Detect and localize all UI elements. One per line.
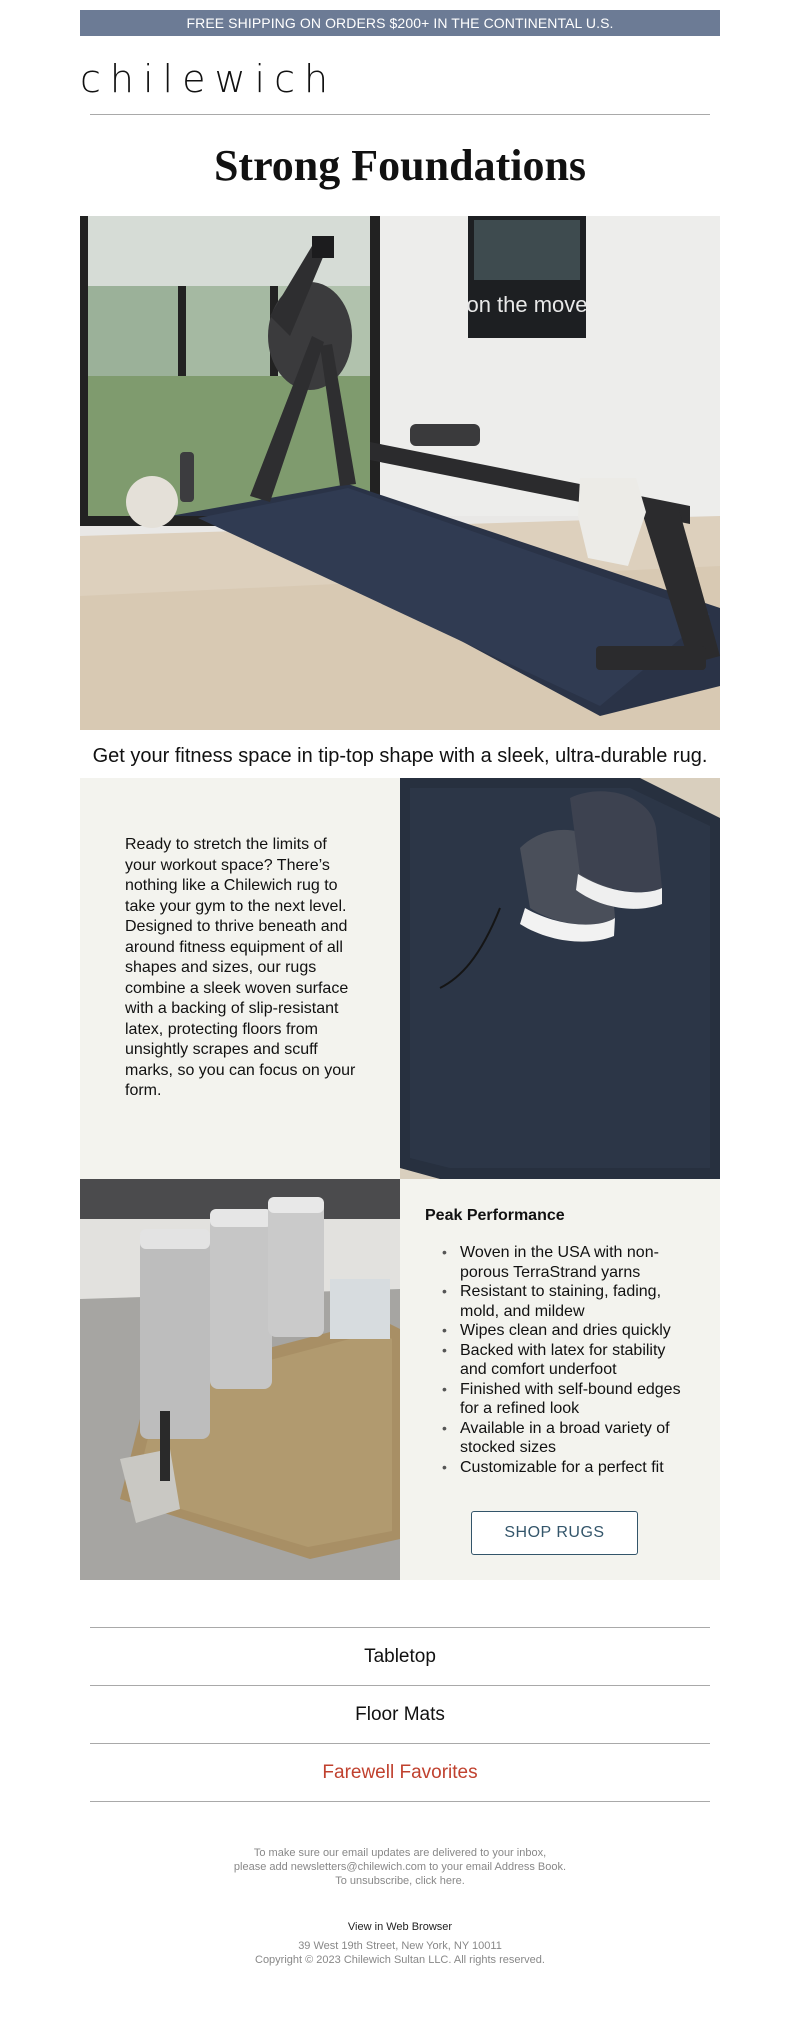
view-in-web-browser-link[interactable]: View in Web Browser bbox=[347, 1921, 453, 1933]
trash-cans-image-svg bbox=[80, 1179, 400, 1580]
sneakers-image-svg bbox=[400, 778, 720, 1179]
free-shipping-banner[interactable]: FREE SHIPPING ON ORDERS $200+ IN THE CONTINENTAL U.S. bbox=[80, 10, 720, 36]
tagline: Get your fitness space in tip-top shape with a sleek, ultra-durable rug. bbox=[92, 745, 708, 767]
hero-image-rowing-machine[interactable] bbox=[80, 216, 720, 730]
hero-title: Strong Foundations bbox=[213, 141, 587, 190]
footer-deliverability-line-2: please add newsletters@chilewich.com to your email Address Book. bbox=[233, 1861, 567, 1873]
intro-panel bbox=[80, 778, 400, 1179]
nav-divider-4 bbox=[90, 1801, 710, 1802]
feature-item: • Resistant to staining, fading, mold, and mildew bbox=[440, 1282, 690, 1321]
performance-features-list bbox=[440, 1243, 690, 1477]
nav-link-floor-mats[interactable]: Floor Mats bbox=[355, 1704, 445, 1725]
footer-copyright: Copyright © 2023 Chilewich Sultan LLC. All rights reserved. bbox=[255, 1954, 545, 1966]
feature-item: • Wipes clean and dries quickly bbox=[440, 1321, 690, 1341]
nav-link-farewell-favorites[interactable]: Farewell Favorites bbox=[322, 1762, 478, 1783]
nav-link-tabletop[interactable]: Tabletop bbox=[364, 1646, 436, 1667]
footer-address: 39 West 19th Street, New York, NY 10011 bbox=[298, 1940, 502, 1952]
trash-cans-on-rug-image[interactable] bbox=[80, 1179, 400, 1580]
nav-divider-3 bbox=[90, 1743, 710, 1744]
performance-title: Peak Performance bbox=[425, 1207, 565, 1224]
intro-paragraph: Ready to stretch the limits of your workout space? There’s nothing like a Chilewich rug to take your gym to the next level. Designed to thrive beneath and around fitness equipment of all shapes and sizes, our rugs combine a sleek woven surface with a backing of slip-resistant latex, protecting floors from unsightly scrapes and scuff marks, so you can focus on your form. bbox=[125, 836, 356, 1099]
footer-unsubscribe[interactable] bbox=[80, 1874, 720, 1888]
header-divider bbox=[90, 114, 710, 115]
performance-panel bbox=[400, 1179, 720, 1580]
poster-text: on the move bbox=[466, 292, 588, 317]
chilewich-logo[interactable]: chilewich bbox=[80, 57, 338, 101]
nav-divider-1 bbox=[90, 1627, 710, 1628]
nav-divider-2 bbox=[90, 1685, 710, 1686]
sneakers-on-rug-image[interactable] bbox=[400, 778, 720, 1179]
feature-item: • Finished with self-bound edges for a refined look bbox=[440, 1380, 690, 1419]
shop-rugs-button[interactable]: SHOP RUGS bbox=[471, 1511, 638, 1555]
unsubscribe-link[interactable]: To unsubscribe, click here. bbox=[335, 1875, 465, 1887]
feature-item: • Backed with latex for stability and comfort underfoot bbox=[440, 1341, 690, 1380]
hero-image-svg bbox=[80, 216, 720, 730]
footer-deliverability-line-1: To make sure our email updates are delivered to your inbox, bbox=[253, 1847, 547, 1859]
feature-item: • Woven in the USA with non-porous TerraStrand yarns bbox=[440, 1243, 690, 1282]
feature-item: • Available in a broad variety of stocked sizes bbox=[440, 1419, 690, 1458]
feature-item: • Customizable for a perfect fit bbox=[440, 1458, 690, 1478]
